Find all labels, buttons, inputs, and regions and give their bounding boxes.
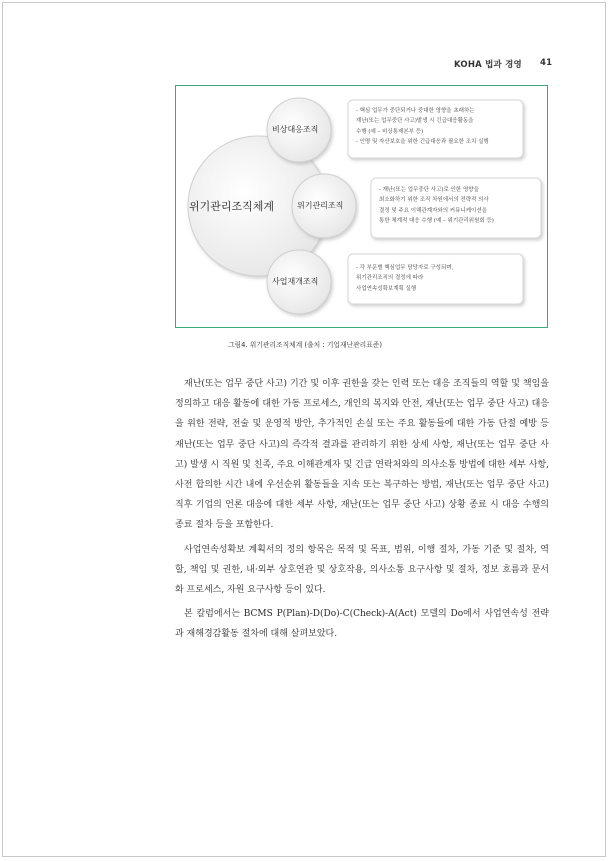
figure-caption: 그림4. 위기관리조직체계 (출처 : 기업재난관리표준) xyxy=(227,341,383,349)
node-3-line: 위기관리조직의 결정에 따라 xyxy=(356,275,424,282)
body-text xyxy=(175,374,549,649)
node-2-line: 최소화하기 위한 조직 차원에서의 전략적 의사 xyxy=(379,197,489,204)
node-2-line: 통한 체계적 대응 수행 (예 – 위기관리위원회 등) xyxy=(379,217,494,224)
node-3-line: - 각 부문별 핵심업무 담당자로 구성되며, xyxy=(356,265,454,271)
node-2-label: 위기관리조직 xyxy=(297,201,344,210)
node-3-description xyxy=(356,263,453,294)
node-3-label: 사업재개조직 xyxy=(272,277,319,286)
journal-title: KOHA 법과 경영 xyxy=(454,60,522,70)
node-2-line: - 재난(또는 업무중단 사고)로 인한 영향을 xyxy=(379,187,479,193)
node-1-line: - 인명 및 자산보호을 위한 긴급대응과 필요한 조치 실행 xyxy=(356,138,489,145)
node-2-line: 결정 및 주요 이해관계자와의 커뮤니케이션을 xyxy=(379,207,487,214)
paragraph: 본 칼럼에서는 BCMS P(Plan)-D(Do)-C(Check)-A(Act) 모델의 Do에서 사업연속성 전략과 재해경감활동 절차에 대해 살펴보았다. xyxy=(175,609,549,640)
node-1-line: - 핵심 업무가 중단되거나 중대한 영향을 초래하는 xyxy=(356,108,475,114)
running-header xyxy=(454,58,553,70)
node-2-description xyxy=(379,185,494,226)
node-3-line: 사업연속성확보계획 실행 xyxy=(356,285,417,292)
paragraph: 사업연속성확보 계획서의 정의 항목은 목적 및 목표, 범위, 이행 절차, 가동 기준 및 절차, 역할, 책임 및 권한, 내·외부 상호연관 및 상호작용, 의사소통 요구사항 및 절차, 정보 흐름과 문서화 프로세스, 자원 요구사항 등이 있다. xyxy=(175,544,549,596)
page-number: 41 xyxy=(540,58,553,68)
crisis-org-diagram xyxy=(175,85,548,328)
paragraph: 재난(또는 업무 중단 사고) 기간 및 이후 권한을 갖는 인력 또는 대응 조직들의 역할 및 책임을 정의하고 대응 활동에 대한 가동 프로세스, 개인의 복지와 안전, 재난(또는 업무 중단 사고) 대응을 위한 전략, 전술 및 운영적 방안, 추가적인 손실 또는 주요 활동들에 대한 가동 단절 예방 등 재난(또는 업무 중단 사고)의 즉각적 결과를 관리하기 위한 상세 사항, 재난(또는 업무 중단 사고) 발생 시 직원 및 친족, 주요 이해관계자 및 긴급 연락처와의 의사소통 방법에 대한 세부 사항, 사전 합의한 시간 내에 우선순위 활동들을 지속 또는 복구하는 방법, 재난(또는 업무 중단 사고) 직후 기업의 언론 대응에 대한 세부 사항, 재난(또는 업무 중단 사고) 상황 종료 시 대응 수행의 종료 절차 등을 포함한다. xyxy=(175,379,549,531)
node-1-description xyxy=(356,106,489,147)
node-1-line: 수행 (예 – 비상통제본부 등) xyxy=(356,128,424,135)
center-label: 위기관리조직체계 xyxy=(189,200,275,213)
node-1-line: 재난(또는 업무중단 사고)발생 시 긴급대응활동을 xyxy=(356,118,474,125)
node-1-label: 비상대응조직 xyxy=(272,125,319,134)
